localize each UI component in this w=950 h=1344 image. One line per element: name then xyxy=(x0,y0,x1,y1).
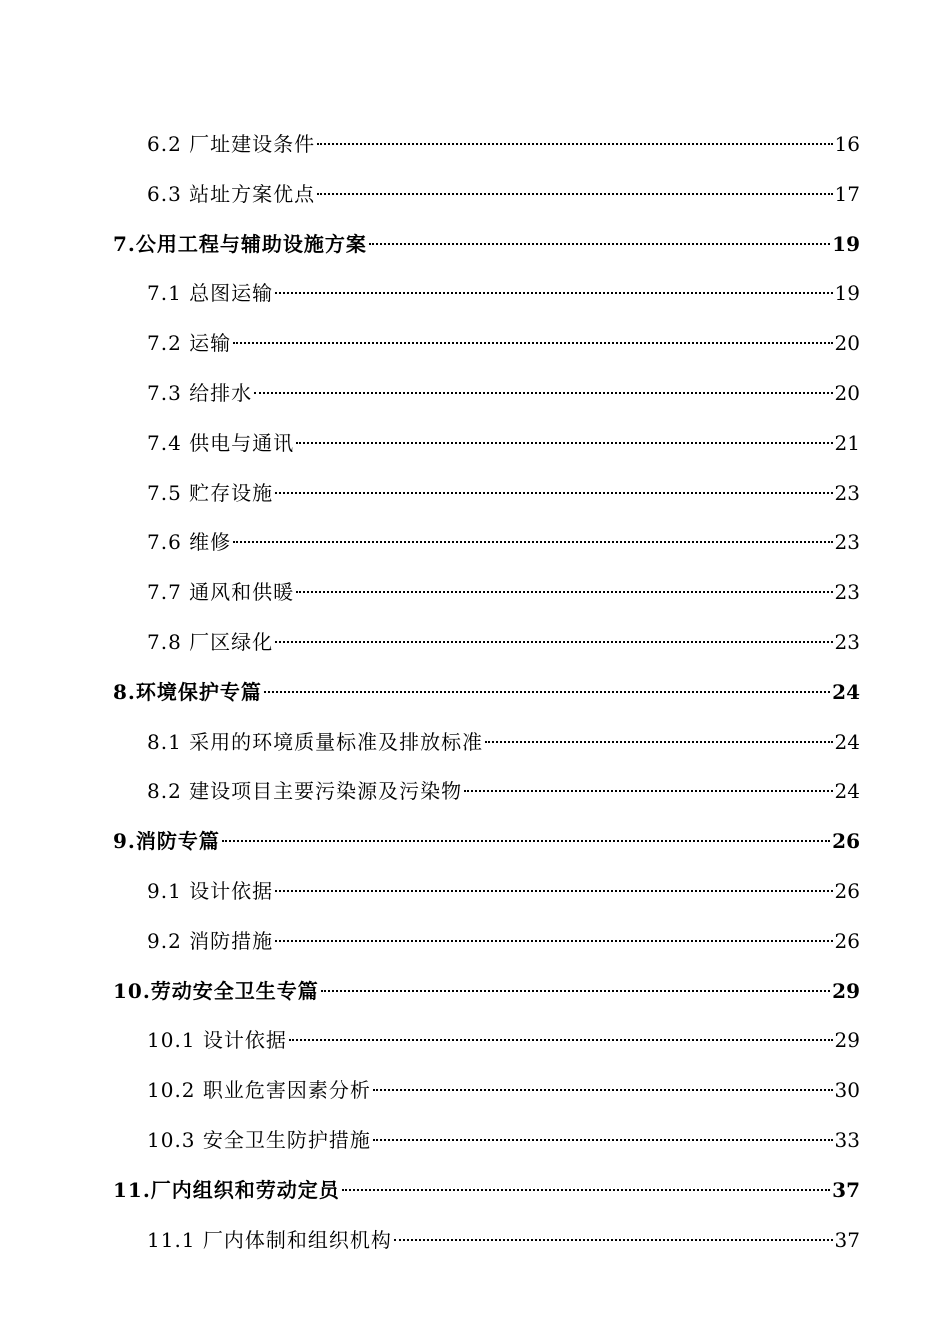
toc-section-entry[interactable] xyxy=(147,528,860,556)
dot-leader xyxy=(317,193,832,195)
toc-entry-label: 7.8 厂区绿化 xyxy=(147,630,274,654)
dot-leader xyxy=(233,541,832,543)
dot-leader xyxy=(264,691,830,693)
toc-section-entry[interactable] xyxy=(147,927,860,955)
toc-page-number: 29 xyxy=(832,978,860,1003)
toc-page-number: 20 xyxy=(834,381,860,405)
toc-entry-label: 6.2 厂址建设条件 xyxy=(147,132,316,156)
toc-page-number: 26 xyxy=(832,829,860,854)
dot-leader xyxy=(464,790,832,792)
dot-leader xyxy=(373,1139,833,1141)
dot-leader xyxy=(233,342,832,344)
toc-section-entry[interactable] xyxy=(147,429,860,457)
toc-entry-label: 7.6 维修 xyxy=(147,530,232,555)
toc-chapter-entry[interactable] xyxy=(113,827,860,855)
toc-page-number: 33 xyxy=(834,1128,860,1152)
toc-page-number: 17 xyxy=(834,181,860,206)
dot-leader xyxy=(275,641,832,643)
toc-page-number: 37 xyxy=(832,1177,860,1202)
toc-entry-label: 11.1 厂内体制和组织机构 xyxy=(147,1227,392,1252)
dot-leader xyxy=(342,1189,830,1191)
toc-entry-label: 7.3 给排水 xyxy=(147,381,253,405)
dot-leader xyxy=(317,143,832,145)
toc-section-entry[interactable] xyxy=(147,180,860,208)
dot-leader xyxy=(275,890,832,892)
toc-section-entry[interactable] xyxy=(147,628,860,656)
toc-entry-label: 7.公用工程与辅助设施方案 xyxy=(113,231,367,256)
dot-leader xyxy=(289,1039,833,1041)
toc-entry-label: 7.2 运输 xyxy=(147,331,232,356)
toc-page-number: 16 xyxy=(834,132,860,156)
toc-section-entry[interactable] xyxy=(147,728,860,756)
toc-entry-label: 7.4 供电与通讯 xyxy=(147,430,295,455)
dot-leader xyxy=(296,442,832,444)
toc-page-number: 23 xyxy=(834,630,860,654)
toc-section-entry[interactable] xyxy=(147,379,860,407)
toc-page-number: 24 xyxy=(832,679,860,704)
toc-entry-label: 9.1 设计依据 xyxy=(147,879,274,903)
toc-section-entry[interactable] xyxy=(147,877,860,905)
dot-leader xyxy=(275,492,832,494)
toc-entry-label: 7.5 贮存设施 xyxy=(147,480,274,505)
dot-leader xyxy=(296,591,832,593)
toc-section-entry[interactable] xyxy=(147,329,860,357)
dot-leader xyxy=(275,292,832,294)
toc-entry-label: 9.2 消防措施 xyxy=(147,928,274,953)
toc-page-number: 26 xyxy=(834,928,860,953)
toc-entry-label: 10.劳动安全卫生专篇 xyxy=(113,978,319,1003)
toc-page-number: 23 xyxy=(834,580,860,605)
toc-page-number: 24 xyxy=(834,729,860,754)
toc-page-number: 24 xyxy=(834,779,860,804)
toc-section-entry[interactable] xyxy=(147,1126,860,1154)
toc-section-entry[interactable] xyxy=(147,279,860,307)
toc-section-entry[interactable] xyxy=(147,130,860,158)
toc-entry-label: 7.1 总图运输 xyxy=(147,281,274,306)
toc-chapter-entry[interactable] xyxy=(113,977,860,1005)
toc-section-entry[interactable] xyxy=(147,1226,860,1254)
toc-section-entry[interactable] xyxy=(147,1026,860,1054)
toc-section-entry[interactable] xyxy=(147,777,860,805)
toc-chapter-entry[interactable] xyxy=(113,678,860,706)
toc-entry-label: 8.2 建设项目主要污染源及污染物 xyxy=(147,779,463,804)
toc-page-number: 30 xyxy=(834,1078,860,1103)
toc-chapter-entry[interactable] xyxy=(113,1176,860,1204)
dot-leader xyxy=(373,1089,833,1091)
toc-entry-label: 9.消防专篇 xyxy=(113,829,220,854)
toc-page-number: 29 xyxy=(834,1028,860,1053)
toc-entry-label: 8.1 采用的环境质量标准及排放标准 xyxy=(147,729,484,754)
toc-section-entry[interactable] xyxy=(147,1076,860,1104)
dot-leader xyxy=(275,940,832,942)
toc-page-number: 21 xyxy=(834,430,860,455)
toc-page-number: 23 xyxy=(834,530,860,555)
toc-page-number: 26 xyxy=(834,879,860,903)
dot-leader xyxy=(254,392,832,394)
toc-page-number: 20 xyxy=(834,331,860,356)
dot-leader xyxy=(369,243,830,245)
dot-leader xyxy=(321,990,830,992)
toc-entry-label: 10.2 职业危害因素分析 xyxy=(147,1078,371,1103)
toc-page-number: 19 xyxy=(832,231,860,256)
toc-section-entry[interactable] xyxy=(147,479,860,507)
toc-entry-label: 11.厂内组织和劳动定员 xyxy=(113,1177,340,1202)
toc-page-number: 19 xyxy=(834,281,860,306)
toc-entry-label: 10.3 安全卫生防护措施 xyxy=(147,1128,371,1152)
dot-leader xyxy=(222,840,830,842)
toc-section-entry[interactable] xyxy=(147,578,860,606)
dot-leader xyxy=(485,741,832,743)
toc-entry-label: 10.1 设计依据 xyxy=(147,1028,287,1053)
toc-page-number: 23 xyxy=(834,480,860,505)
dot-leader xyxy=(394,1239,833,1241)
toc-chapter-entry[interactable] xyxy=(113,230,860,258)
toc-entry-label: 8.环境保护专篇 xyxy=(113,679,262,704)
toc-entry-label: 6.3 站址方案优点 xyxy=(147,181,316,206)
toc-entry-label: 7.7 通风和供暖 xyxy=(147,580,295,605)
toc-page-number: 37 xyxy=(834,1227,860,1252)
